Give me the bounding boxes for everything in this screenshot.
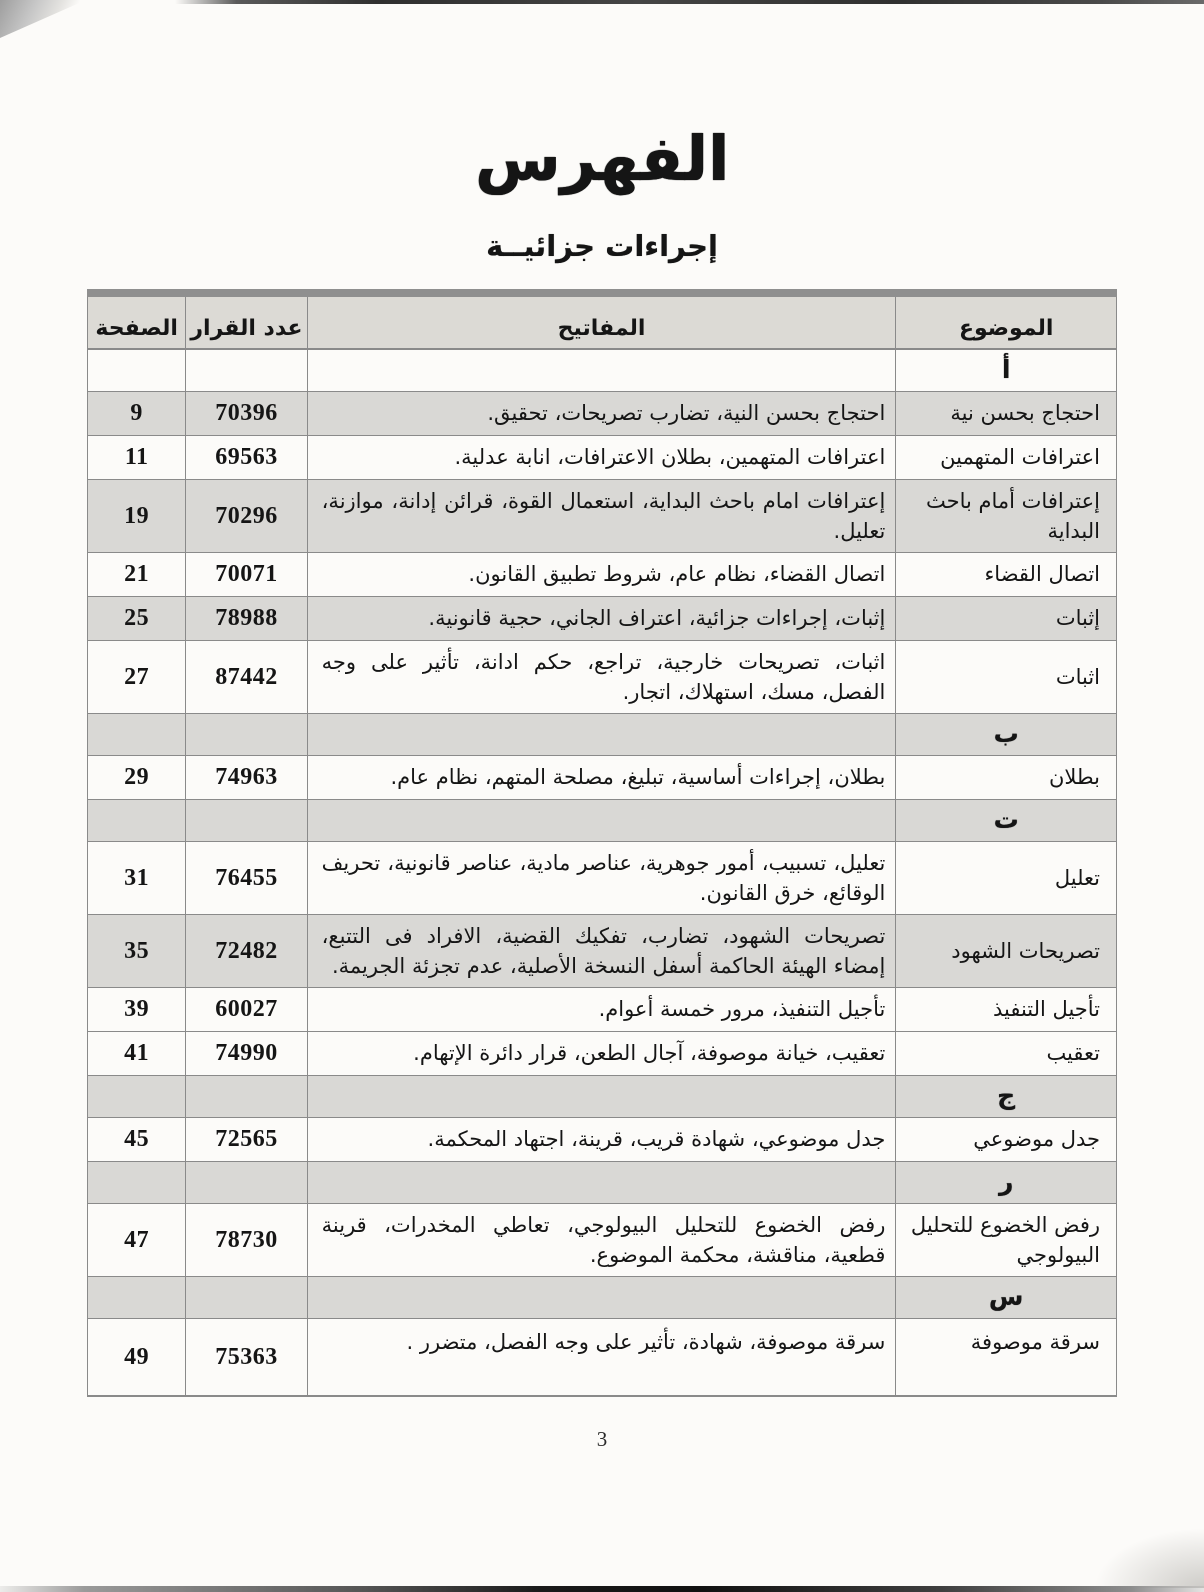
- scan-artifact-bottom-line: [0, 1586, 1204, 1592]
- cell-keys: اعترافات المتهمين، بطلان الاعترافات، انابة عدلية.: [307, 435, 896, 479]
- cell-keys: تصريحات الشهود، تضارب، تفكيك القضية، الافراد فى التتبع، إمضاء الهيئة الحاكمة أسفل النسخة الأصلية، عدم تجزئة الجريمة.: [307, 914, 896, 987]
- table-header: [88, 293, 1117, 349]
- cell-keys: اثبات، تصريحات خارجية، تراجع، حكم ادانة، تأثير على وجه الفصل، مسك، استهلاك، اتجار.: [307, 640, 896, 713]
- cell-decision: 72482: [186, 914, 307, 987]
- cell-keys: بطلان، إجراءات أساسية، تبليغ، مصلحة المتهم، نظام عام.: [307, 755, 896, 799]
- cell-page: 49: [88, 1318, 186, 1396]
- cell-decision: 70396: [186, 391, 307, 435]
- cell-decision: 74990: [186, 1031, 307, 1075]
- index-entry-row: [88, 640, 1117, 713]
- cell-keys: [307, 713, 896, 755]
- cell-keys: تعقيب، خيانة موصوفة، آجال الطعن، قرار دائرة الإتهام.: [307, 1031, 896, 1075]
- cell-keys: اتصال القضاء، نظام عام، شروط تطبيق القانون.: [307, 552, 896, 596]
- cell-page: [88, 1075, 186, 1117]
- cell-page: 41: [88, 1031, 186, 1075]
- cell-subject: أ: [896, 349, 1117, 391]
- cell-keys: سرقة موصوفة، شهادة، تأثير على وجه الفصل، متضرر .: [307, 1318, 896, 1396]
- header-page: الصفحة: [88, 293, 186, 349]
- cell-decision: 87442: [186, 640, 307, 713]
- cell-subject: ب: [896, 713, 1117, 755]
- cell-page: 47: [88, 1203, 186, 1276]
- section-letter-row: [88, 799, 1117, 841]
- section-letter-row: [88, 1075, 1117, 1117]
- cell-subject: تأجيل التنفيذ: [896, 987, 1117, 1031]
- table-header-row: [88, 293, 1117, 349]
- index-entry-row: [88, 914, 1117, 987]
- index-entry-row: [88, 479, 1117, 552]
- index-entry-row: [88, 391, 1117, 435]
- section-letter-row: [88, 349, 1117, 391]
- cell-decision: [186, 1276, 307, 1318]
- cell-keys: [307, 1276, 896, 1318]
- cell-page: [88, 1161, 186, 1203]
- cell-keys: تعليل، تسبيب، أمور جوهرية، عناصر مادية، عناصر قانونية، تحريف الوقائع، خرق القانون.: [307, 841, 896, 914]
- cell-subject: تصريحات الشهود: [896, 914, 1117, 987]
- cell-page: 45: [88, 1117, 186, 1161]
- cell-subject: ج: [896, 1075, 1117, 1117]
- cell-decision: [186, 1161, 307, 1203]
- header-keys: المفاتيح: [307, 293, 896, 349]
- cell-subject: ت: [896, 799, 1117, 841]
- index-entry-row: [88, 1203, 1117, 1276]
- cell-subject: ر: [896, 1161, 1117, 1203]
- cell-page: [88, 349, 186, 391]
- cell-decision: [186, 713, 307, 755]
- cell-keys: إثبات، إجراءات جزائية، اعتراف الجاني، حجية قانونية.: [307, 596, 896, 640]
- scan-artifact-top-line: [175, 0, 1204, 4]
- cell-decision: [186, 799, 307, 841]
- cell-subject: سرقة موصوفة: [896, 1318, 1117, 1396]
- cell-decision: 70071: [186, 552, 307, 596]
- cell-decision: 72565: [186, 1117, 307, 1161]
- cell-page: 25: [88, 596, 186, 640]
- cell-subject: اثبات: [896, 640, 1117, 713]
- section-letter-row: [88, 713, 1117, 755]
- cell-subject: س: [896, 1276, 1117, 1318]
- cell-decision: 74963: [186, 755, 307, 799]
- section-title: إجراءات جزائيــة: [486, 229, 718, 263]
- cell-page: 21: [88, 552, 186, 596]
- cell-decision: [186, 349, 307, 391]
- cell-keys: تأجيل التنفيذ، مرور خمسة أعوام.: [307, 987, 896, 1031]
- cell-page: 9: [88, 391, 186, 435]
- cell-keys: [307, 349, 896, 391]
- index-entry-row: [88, 755, 1117, 799]
- cell-page: 27: [88, 640, 186, 713]
- cell-page: [88, 799, 186, 841]
- header-subject: الموضوع: [896, 293, 1117, 349]
- cell-page: 39: [88, 987, 186, 1031]
- cell-keys: [307, 1075, 896, 1117]
- index-entry-row: [88, 1117, 1117, 1161]
- cell-decision: 69563: [186, 435, 307, 479]
- cell-subject: رفض الخضوع للتحليل البيولوجي: [896, 1203, 1117, 1276]
- cell-page: 19: [88, 479, 186, 552]
- cell-page: 31: [88, 841, 186, 914]
- section-letter-row: [88, 1276, 1117, 1318]
- cell-keys: [307, 1161, 896, 1203]
- cell-subject: جدل موضوعي: [896, 1117, 1117, 1161]
- cell-keys: رفض الخضوع للتحليل البيولوجي، تعاطي المخدرات، قرينة قطعية، مناقشة، محكمة الموضوع.: [307, 1203, 896, 1276]
- cell-subject: بطلان: [896, 755, 1117, 799]
- index-entry-row: [88, 435, 1117, 479]
- section-letter-row: [88, 1161, 1117, 1203]
- cell-decision: 78730: [186, 1203, 307, 1276]
- scan-artifact-corner-fold: [0, 0, 86, 38]
- index-entry-row: [88, 1031, 1117, 1075]
- cell-subject: اعترافات المتهمين: [896, 435, 1117, 479]
- cell-keys: إعترافات امام باحث البداية، استعمال القوة، قرائن إدانة، موازنة، تعليل.: [307, 479, 896, 552]
- index-entry-row: [88, 987, 1117, 1031]
- cell-decision: [186, 1075, 307, 1117]
- cell-page: 35: [88, 914, 186, 987]
- cell-decision: 78988: [186, 596, 307, 640]
- cell-page: 29: [88, 755, 186, 799]
- index-entry-row: [88, 596, 1117, 640]
- cell-subject: احتجاج بحسن نية: [896, 391, 1117, 435]
- cell-subject: إعترافات أمام باحث البداية: [896, 479, 1117, 552]
- cell-subject: إثبات: [896, 596, 1117, 640]
- page-title: الفهرس: [474, 122, 730, 195]
- scan-artifact-bottom-right-smudge: [1094, 1528, 1204, 1588]
- cell-subject: اتصال القضاء: [896, 552, 1117, 596]
- cell-subject: تعقيب: [896, 1031, 1117, 1075]
- cell-keys: جدل موضوعي، شهادة قريب، قرينة، اجتهاد المحكمة.: [307, 1117, 896, 1161]
- cell-keys: [307, 799, 896, 841]
- cell-page: [88, 713, 186, 755]
- index-entry-row: [88, 1318, 1117, 1396]
- header-decision-number: عدد القرار: [186, 293, 307, 349]
- cell-decision: 76455: [186, 841, 307, 914]
- cell-decision: 70296: [186, 479, 307, 552]
- cell-decision: 60027: [186, 987, 307, 1031]
- table-body: [88, 349, 1117, 1396]
- index-entry-row: [88, 552, 1117, 596]
- cell-page: [88, 1276, 186, 1318]
- index-table: [87, 289, 1117, 1397]
- page-number: 3: [596, 1427, 608, 1451]
- cell-keys: احتجاج بحسن النية، تضارب تصريحات، تحقيق.: [307, 391, 896, 435]
- cell-decision: 75363: [186, 1318, 307, 1396]
- cell-subject: تعليل: [896, 841, 1117, 914]
- cell-page: 11: [88, 435, 186, 479]
- index-entry-row: [88, 841, 1117, 914]
